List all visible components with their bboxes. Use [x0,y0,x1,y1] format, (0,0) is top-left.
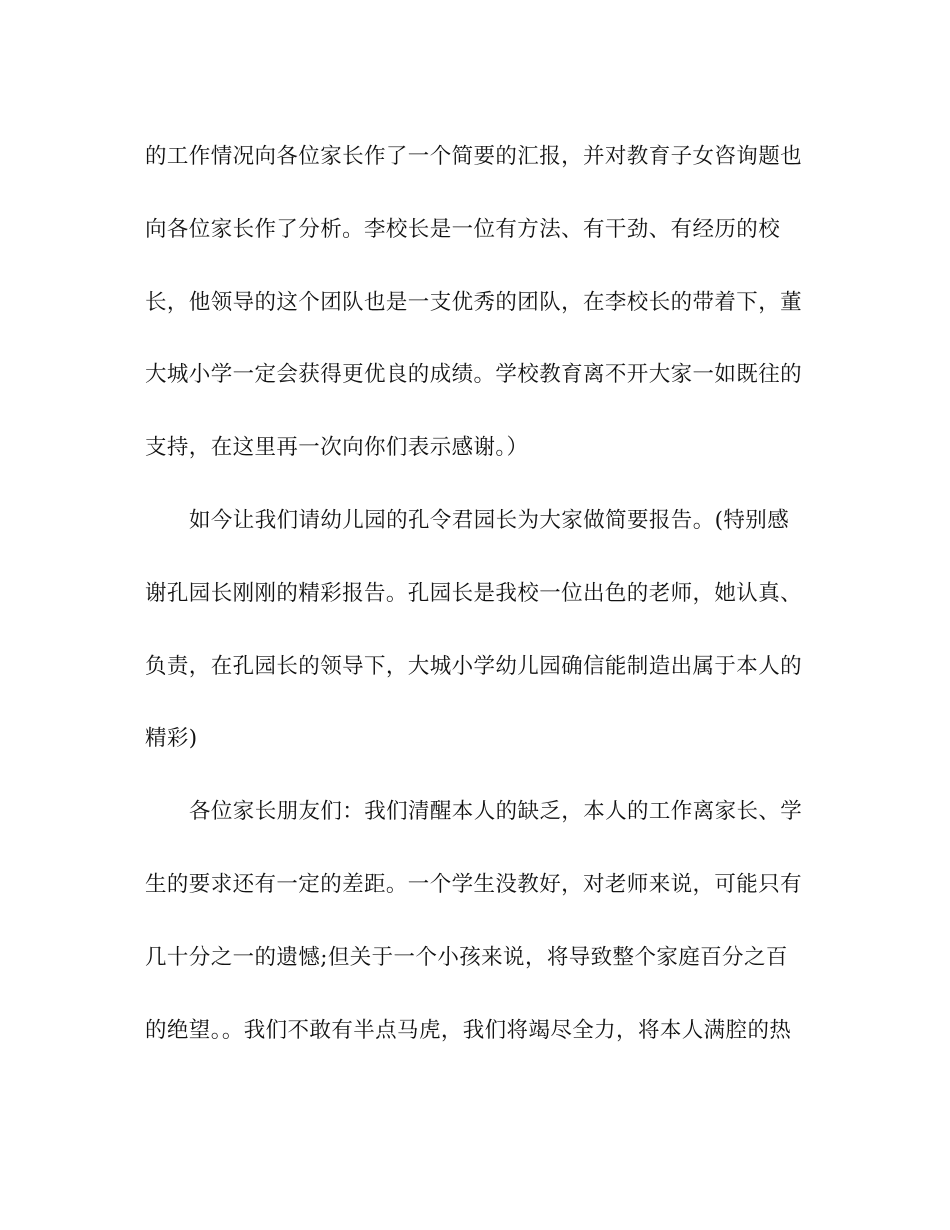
text-line: 几十分之一的遗憾;但关于一个小孩来说，将导致整个家庭百分之百 [145,944,788,970]
text-line: 生的要求还有一定的差距。一个学生没教好，对老师来说，可能只有 [145,871,803,897]
text-line: 长，他领导的这个团队也是一支优秀的团队，在李校长的带着下，董 [145,289,803,315]
text-line: 的绝望。。我们不敢有半点马虎，我们将竭尽全力，将本人满腔的热 [145,1017,792,1043]
text-line: 支持，在这里再一次向你们表示感谢。） [145,435,529,461]
text-line: 精彩) [145,726,198,752]
text-line: 大城小学一定会获得更优良的成绩。学校教育离不开大家一如既往的 [145,362,803,388]
paragraph-first-line: 各位家长朋友们：我们清醒本人的缺乏，本人的工作离家长、学 [189,799,803,825]
text-line: 的工作情况向各位家长作了一个简要的汇报，并对教育子女咨询题也 [145,144,803,169]
body-text [145,135,803,1081]
text-line: 向各位家长作了分析。李校长是一位有方法、有干劲、有经历的校 [145,216,781,242]
text-line: 谢孔园长刚刚的精彩报告。孔园长是我校一位出色的老师，她认真、 [145,580,803,606]
paragraph-first-line: 如今让我们请幼儿园的孔令君园长为大家做简要报告。(特别感 [189,507,790,533]
text-line: 负责，在孔园长的领导下，大城小学幼儿园确信能制造出属于本人的 [145,653,803,679]
